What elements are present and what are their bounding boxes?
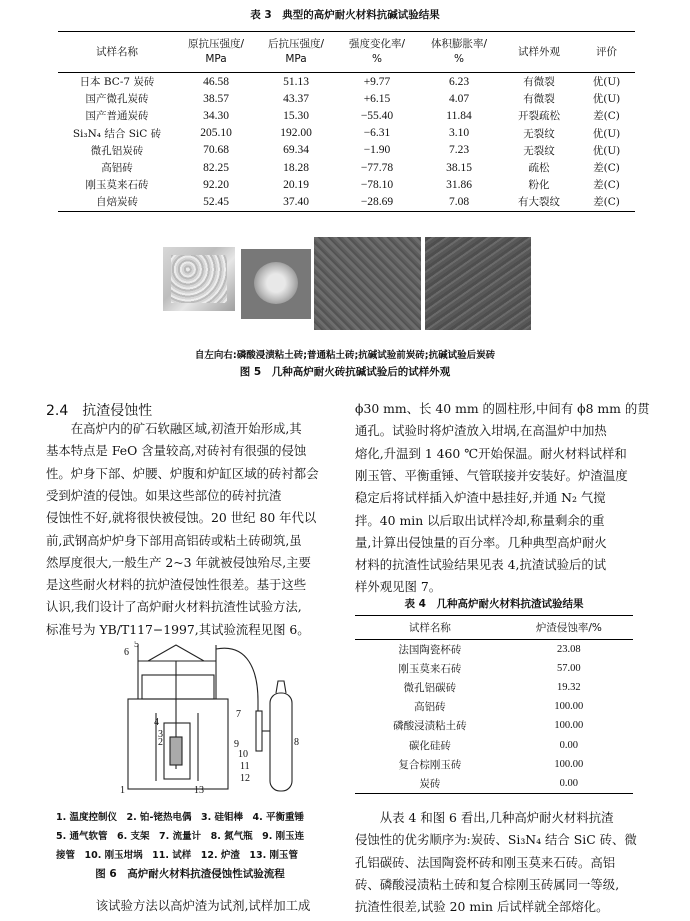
text-line: 基本特点是 FeO 含量较高,对砖衬有很强的侵蚀 xyxy=(46,443,307,459)
table-cell: 碳化硅砖 xyxy=(408,739,451,752)
furnace-top xyxy=(142,675,214,699)
photo-carbon-brick-before xyxy=(314,237,421,330)
text-line: 在高炉内的矿石软融区域,初渣开始形成,其 xyxy=(46,421,302,436)
table-cell: 57.00 xyxy=(557,663,581,675)
callout-label: 7 xyxy=(236,709,241,720)
text-line: 然厚度很大,一般生产 2~3 年就被侵蚀殆尽,主要 xyxy=(46,554,311,570)
table-row xyxy=(355,659,633,678)
table-cell: 疏松 xyxy=(528,162,550,175)
table-cell: −78.10 xyxy=(360,178,394,191)
table-cell: 100.00 xyxy=(554,701,584,713)
cylinder-valve xyxy=(276,681,286,693)
text-line: 稳定后将试样插入炉渣中悬挂好,并通 N₂ 气搅 xyxy=(355,490,606,506)
table3-header-1: 原抗压强度/ MPa xyxy=(187,38,245,65)
table-cell: 92.20 xyxy=(203,178,229,191)
text-line: 侵蚀性不好,就将很快被侵蚀。20 世纪 80 年代以 xyxy=(46,510,317,526)
flowmeter xyxy=(256,711,262,751)
table-cell: −28.69 xyxy=(360,195,394,208)
table3-header-3: 强度变化率/ % xyxy=(348,38,406,65)
table-cell: 19.32 xyxy=(557,682,581,694)
table-cell: 205.10 xyxy=(200,127,232,140)
text-line: 熔化,升温到 1 460 ℃开始保温。耐火材料试样和 xyxy=(355,445,627,461)
table-cell: 有微裂 xyxy=(523,76,555,89)
table-cell: 有微裂 xyxy=(523,93,555,106)
table-row xyxy=(355,640,633,660)
text-line: 前,武钢高炉炉身下部用高铝砖或粘土砖砌筑,虽 xyxy=(46,532,302,548)
table-row xyxy=(58,125,635,142)
callout-label: 6 xyxy=(124,647,129,658)
table-cell: 磷酸浸渍粘土砖 xyxy=(393,720,467,733)
table-cell: 高铝砖 xyxy=(101,162,133,175)
text-line: 量,计算出侵蚀量的百分率。几种典型高炉耐火 xyxy=(355,534,607,550)
table-cell: 69.34 xyxy=(283,144,309,157)
section-heading: 2.4 抗渣侵蚀性 xyxy=(46,403,153,419)
table-cell: 31.86 xyxy=(446,178,472,191)
table-cell: 法国陶瓷杯砖 xyxy=(398,644,462,657)
table-cell: 6.23 xyxy=(448,75,470,88)
table-cell: +9.77 xyxy=(363,75,391,88)
table-cell: 国产微孔炭砖 xyxy=(85,93,149,106)
callout-label: 10 xyxy=(238,749,248,760)
text-line: 样外观见图 7。 xyxy=(355,579,442,595)
table-row xyxy=(58,193,635,211)
table-cell: 差(C) xyxy=(593,110,620,123)
text-line: 从表 4 和图 6 看出,几种高炉耐火材料抗渣 xyxy=(355,810,614,825)
text-line: 通孔。试验时将炉渣放入坩埚,在高温炉中加热 xyxy=(355,423,607,439)
table-cell: 4.07 xyxy=(448,92,470,105)
table-cell: 日本 BC-7 炭砖 xyxy=(79,76,155,89)
table-cell: 0.00 xyxy=(559,739,579,751)
photo-ordinary-clay-brick xyxy=(241,249,311,319)
callout-label: 12 xyxy=(240,773,250,784)
table-row xyxy=(355,697,633,716)
table4 xyxy=(355,615,633,794)
table-cell: 差(C) xyxy=(593,196,620,209)
text-line: 砖、磷酸浸渍粘土砖和复合棕刚玉砖属同一等级, xyxy=(355,876,620,892)
table-row xyxy=(58,176,635,193)
table-cell: 38.57 xyxy=(203,92,229,105)
table-cell: 差(C) xyxy=(593,179,620,192)
table-cell: 3.10 xyxy=(448,127,470,140)
table-row xyxy=(355,678,633,697)
table-cell: 192.00 xyxy=(280,127,312,140)
figure6-caption: 图 6 高炉耐火材料抗渣侵蚀性试验流程 xyxy=(95,868,285,880)
table-cell: 37.40 xyxy=(283,195,309,208)
table-cell: 国产普通炭砖 xyxy=(85,110,149,123)
text-line: 性。炉身下部、炉腰、炉腹和炉缸区域的砖衬都会 xyxy=(46,465,319,481)
text-line: 认识,我们设计了高炉耐火材料抗渣性试验方法, xyxy=(46,599,302,615)
table-cell: 开裂疏松 xyxy=(518,110,560,123)
callout-label: 11 xyxy=(240,761,250,772)
table-row xyxy=(58,73,635,91)
callout-label: 1 xyxy=(120,785,125,796)
figure5-subcaption: 自左向右:磷酸浸渍粘土砖;普通粘土砖;抗碱试验前炭砖;抗碱试验后炭砖 xyxy=(194,350,496,361)
table4-header-1: 炉渣侵蚀率/% xyxy=(535,622,602,634)
table-cell: 差(C) xyxy=(593,162,620,175)
text-line: 抗渣性很差,试验 20 min 后试样就全部熔化。 xyxy=(355,899,609,915)
table-cell: Si₃N₄ 结合 SiC 砖 xyxy=(72,127,162,140)
table3-header-4: 体积膨胀率/ % xyxy=(430,38,488,65)
table-cell: 82.25 xyxy=(203,161,229,174)
table-cell: 20.19 xyxy=(283,178,309,191)
table-row xyxy=(355,716,633,735)
table-cell: 0.00 xyxy=(559,777,579,789)
figure6-apparatus-diagram xyxy=(108,641,328,799)
table-cell: 无裂纹 xyxy=(523,144,555,157)
table-cell: 100.00 xyxy=(554,758,584,770)
table-cell: −77.78 xyxy=(360,161,394,174)
text-line: 是这些耐火材料的抗炉渣侵蚀性很差。基于这些 xyxy=(46,577,307,593)
table-cell: 7.08 xyxy=(448,195,470,208)
table-cell: 优(U) xyxy=(592,127,621,140)
table-cell: 刚玉莫来石砖 xyxy=(398,663,462,676)
callout-label: 2 xyxy=(158,737,163,748)
table-cell: 18.28 xyxy=(283,161,309,174)
table-row xyxy=(355,774,633,794)
table-cell: 52.45 xyxy=(203,195,229,208)
bottom-left-line: 该试验方法以高炉渣为试剂,试样加工成 xyxy=(71,898,311,913)
table-row xyxy=(355,755,633,774)
table-row xyxy=(58,90,635,107)
callout-label: 8 xyxy=(294,737,299,748)
text-line: 刚玉管、平衡重锤、气管联接并安装好。炉渣温度 xyxy=(355,467,628,483)
table-cell: −1.90 xyxy=(363,144,391,157)
table3-header-5: 试样外观 xyxy=(518,45,560,58)
table-cell: 11.84 xyxy=(446,109,472,122)
callout-label: 9 xyxy=(234,739,239,750)
table-cell: 粉化 xyxy=(528,179,550,192)
table-row xyxy=(58,107,635,124)
table-cell: 7.23 xyxy=(448,144,470,157)
gas-hose xyxy=(216,648,258,711)
callout-label: 3 xyxy=(158,729,163,740)
legend-line: 1. 温度控制仪 2. 铂-铑热电偶 3. 硅钼棒 4. 平衡重锤 xyxy=(56,812,305,823)
table-cell: −55.40 xyxy=(360,109,394,122)
nitrogen-cylinder xyxy=(270,693,292,791)
table4-header-0: 试样名称 xyxy=(408,622,451,634)
table-cell: 100.00 xyxy=(554,720,584,732)
table-cell: 38.15 xyxy=(446,161,472,174)
table-cell: 43.37 xyxy=(283,92,309,105)
table3-header-0: 试样名称 xyxy=(96,45,138,58)
support-arch xyxy=(148,645,204,661)
table-cell: −6.31 xyxy=(363,127,391,140)
table4-caption: 表 4 几种高炉耐火材料抗渣试验结果 xyxy=(404,598,584,610)
callout-label: 13 xyxy=(194,785,204,796)
text-line: 侵蚀性的优劣顺序为:炭砖、Si₃N₄ 结合 SiC 砖、微 xyxy=(355,832,637,848)
text-line: 孔铝碳砖、法国陶瓷杯砖和刚玉莫来石砖。高铝 xyxy=(355,854,616,870)
table-cell: 34.30 xyxy=(203,109,229,122)
table-cell: 优(U) xyxy=(592,93,621,106)
table3 xyxy=(58,31,635,212)
table-cell: 微孔铝碳砖 xyxy=(403,682,457,695)
table-cell: 无裂纹 xyxy=(523,127,555,140)
text-line: ϕ30 mm、长 40 mm 的圆柱形,中间有 ϕ8 mm 的贯 xyxy=(355,401,650,416)
photo-phosphate-clay-brick xyxy=(163,247,235,311)
table-cell: 微孔铝炭砖 xyxy=(90,144,144,157)
text-line: 受到炉渣的侵蚀。如果这些部位的砖衬抗渣 xyxy=(46,487,282,503)
table3-header-6: 评价 xyxy=(596,45,617,58)
text-line: 标准号为 YB/T117−1997,其试验流程见图 6。 xyxy=(46,621,310,637)
table-cell: 高铝砖 xyxy=(414,701,446,714)
table-cell: 46.58 xyxy=(203,75,229,88)
table-cell: 优(U) xyxy=(592,144,621,157)
table-cell: +6.15 xyxy=(363,92,391,105)
legend-line: 5. 通气软管 6. 支架 7. 流量计 8. 氮气瓶 9. 刚玉连 xyxy=(56,831,305,842)
table-row xyxy=(58,142,635,159)
specimen xyxy=(170,737,182,765)
table-cell: 刚玉莫来石砖 xyxy=(85,179,149,192)
table-cell: 70.68 xyxy=(203,144,229,157)
callout-label: 4 xyxy=(154,717,159,728)
table-cell: 复合棕刚玉砖 xyxy=(398,758,462,771)
table-cell: 有大裂纹 xyxy=(518,196,560,209)
table-cell: 自焙炭砖 xyxy=(96,196,138,209)
text-line: 拌。40 min 以后取出试样冷却,称量剩余的重 xyxy=(355,512,605,528)
table-row xyxy=(355,735,633,754)
figure5-caption: 图 5 几种高炉耐火砖抗碱试验后的试样外观 xyxy=(239,366,451,378)
table-row xyxy=(58,159,635,176)
photo-carbon-brick-after xyxy=(425,237,531,330)
table3-header-2: 后抗压强度/ MPa xyxy=(267,38,325,65)
table-cell: 15.30 xyxy=(283,109,309,122)
callout-label: 5 xyxy=(134,641,139,650)
table-cell: 51.13 xyxy=(283,75,309,88)
table-cell: 炭砖 xyxy=(419,777,441,790)
table-cell: 23.08 xyxy=(557,644,581,656)
table-cell: 优(U) xyxy=(592,76,621,89)
text-line: 材料的抗渣性试验结果见表 4,抗渣试验后的试 xyxy=(355,557,607,573)
table3-caption: 表 3 典型的高炉耐火材料抗碱试验结果 xyxy=(250,9,440,21)
legend-line: 接管 10. 刚玉坩埚 11. 试样 12. 炉渣 13. 刚玉管 xyxy=(56,850,299,861)
